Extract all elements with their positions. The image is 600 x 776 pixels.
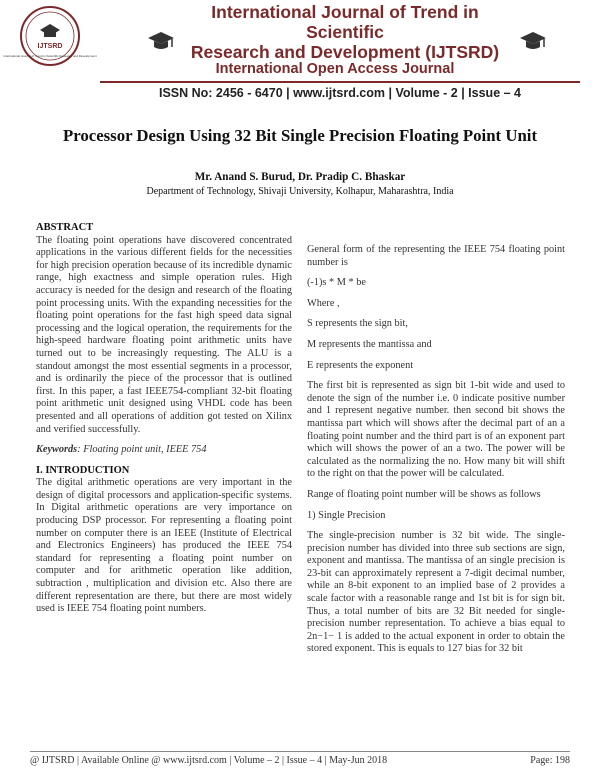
logo-caption: International Journal of Trend in Scientific Research and Development bbox=[3, 54, 97, 58]
keywords-label: Keywords bbox=[36, 444, 78, 456]
paper-affiliation: Department of Technology, Shivaji University, Kolhapur, Maharashtra, India bbox=[146, 186, 454, 197]
where-label: Where , bbox=[307, 297, 340, 309]
left-column bbox=[36, 222, 292, 616]
journal-title-line-1: International Journal of Trend in Scientific bbox=[211, 2, 479, 42]
paper-title: Processor Design Using 32 Bit Single Precision Floating Point Unit bbox=[62, 126, 538, 145]
graduation-cap-icon bbox=[518, 30, 548, 52]
journal-header bbox=[0, 0, 600, 106]
issn-line: ISSN No: 2456 - 6470 | www.ijtsrd.com | Volume - 2 | Issue – 4 bbox=[158, 86, 521, 100]
formula: (-1)s * M * be bbox=[307, 277, 366, 289]
keywords-text: : Floating point unit, IEEE 754 bbox=[77, 444, 207, 456]
footer-citation: @ IJTSRD | Available Online @ www.ijtsrd.com | Volume – 2 | Issue – 4 | May-Jun 2018 bbox=[30, 755, 388, 766]
single-precision-heading: 1) Single Precision bbox=[307, 509, 386, 521]
exponent-definition: E represents the exponent bbox=[307, 359, 414, 371]
footer-divider bbox=[30, 751, 570, 752]
mantissa-definition: M represents the mantissa and bbox=[307, 338, 432, 350]
journal-title-line-2: Research and Development (IJTSRD) bbox=[190, 42, 500, 62]
header-divider bbox=[100, 81, 580, 83]
right-column bbox=[307, 244, 565, 656]
page-number: Page: 198 bbox=[530, 755, 570, 766]
abstract-text: The floating point operations have discovered concentrated applications in the various different fields for the necessities for high precision operation because of its incredible dynamic range, high exactness and simple operation rules. High accuracy is needed for the design and research of the floating point processing units. With the expanding necessities for the floating point operations for the fast high speed data signal processing and the logical operation, the requirements for the high-speed hardware floating point arithmetic units have turned out to be increasingly requesting. The ALU is a standout amongst the most essential segments in a processor, and is ordinarily the piece of the processor that is outlined first. In this paper, a fast IEEE754-compliant 32-bit floating point arithmetic unit designed using VHDL code has been presented and all operations of addition got tested on Xilinx and verified successfully. bbox=[36, 234, 292, 435]
abstract-heading: ABSTRACT bbox=[36, 222, 94, 233]
journal-subtitle: International Open Access Journal bbox=[215, 61, 455, 77]
sign-definition: S represents the sign bit, bbox=[307, 318, 408, 330]
ijtsrd-logo bbox=[3, 6, 97, 70]
general-form-text: General form of the representing the IEEE 754 floating point number is bbox=[307, 244, 565, 268]
journal-title bbox=[170, 2, 520, 62]
introduction-text: The digital arithmetic operations are very important in the design of digital processors and application-specific systems. In Digital arithmetic operations are very importance on producing DSP processor. For representing a floating point number on computer there is an IEEE (Institute of Electrical and Electronics Engineers) has produced the IEEE 754 standard for representing a floating point number on computer and for arithmetic operation like addition, subtraction , multiplication and division etc. Also there are different representation are there, but there are most widely used is IEEE 754 floating point numbers. bbox=[36, 477, 292, 615]
keywords bbox=[36, 444, 292, 457]
logo-text: IJTSRD bbox=[37, 43, 63, 50]
bits-description: The first bit is represented as sign bit 1-bit wide and used to denote the sign of the number i.e. 0 indicate positive number and 1 represent negative number. then second bit shows the mantissa part which will shows after the decimal part of an a floating point number and the third part is of an exponent part which will shows the power of an a two. The power will be calculated as the normalizing the no. How many bit will shift to the right on that the power will be calculated. bbox=[307, 380, 565, 480]
single-precision-text: The single-precision number is 32 bit wide. The single-precision number has divided into three sub sections are sign, exponent and mantissa. The mantissa of an single precision is 23-bit can approximately represent a 7-digit decimal number, while an 8-bit exponent to an implied base of 2 provides a scale factor with a reasonable range and 1st bit is for sign bit. Thus, a total number of bits are 32 Bit needed for single-precision number representation. To achieve a bias equal to 2n−1− 1 is added to the actual exponent in order to obtain the stored exponent. This is equals to 127 bias for 32 bit bbox=[307, 530, 565, 655]
paper-authors: Mr. Anand S. Burud, Dr. Pradip C. Bhaskar bbox=[194, 171, 406, 183]
introduction-heading: I. INTRODUCTION bbox=[36, 464, 130, 476]
range-text: Range of floating point number will be shows as follows bbox=[307, 488, 541, 500]
